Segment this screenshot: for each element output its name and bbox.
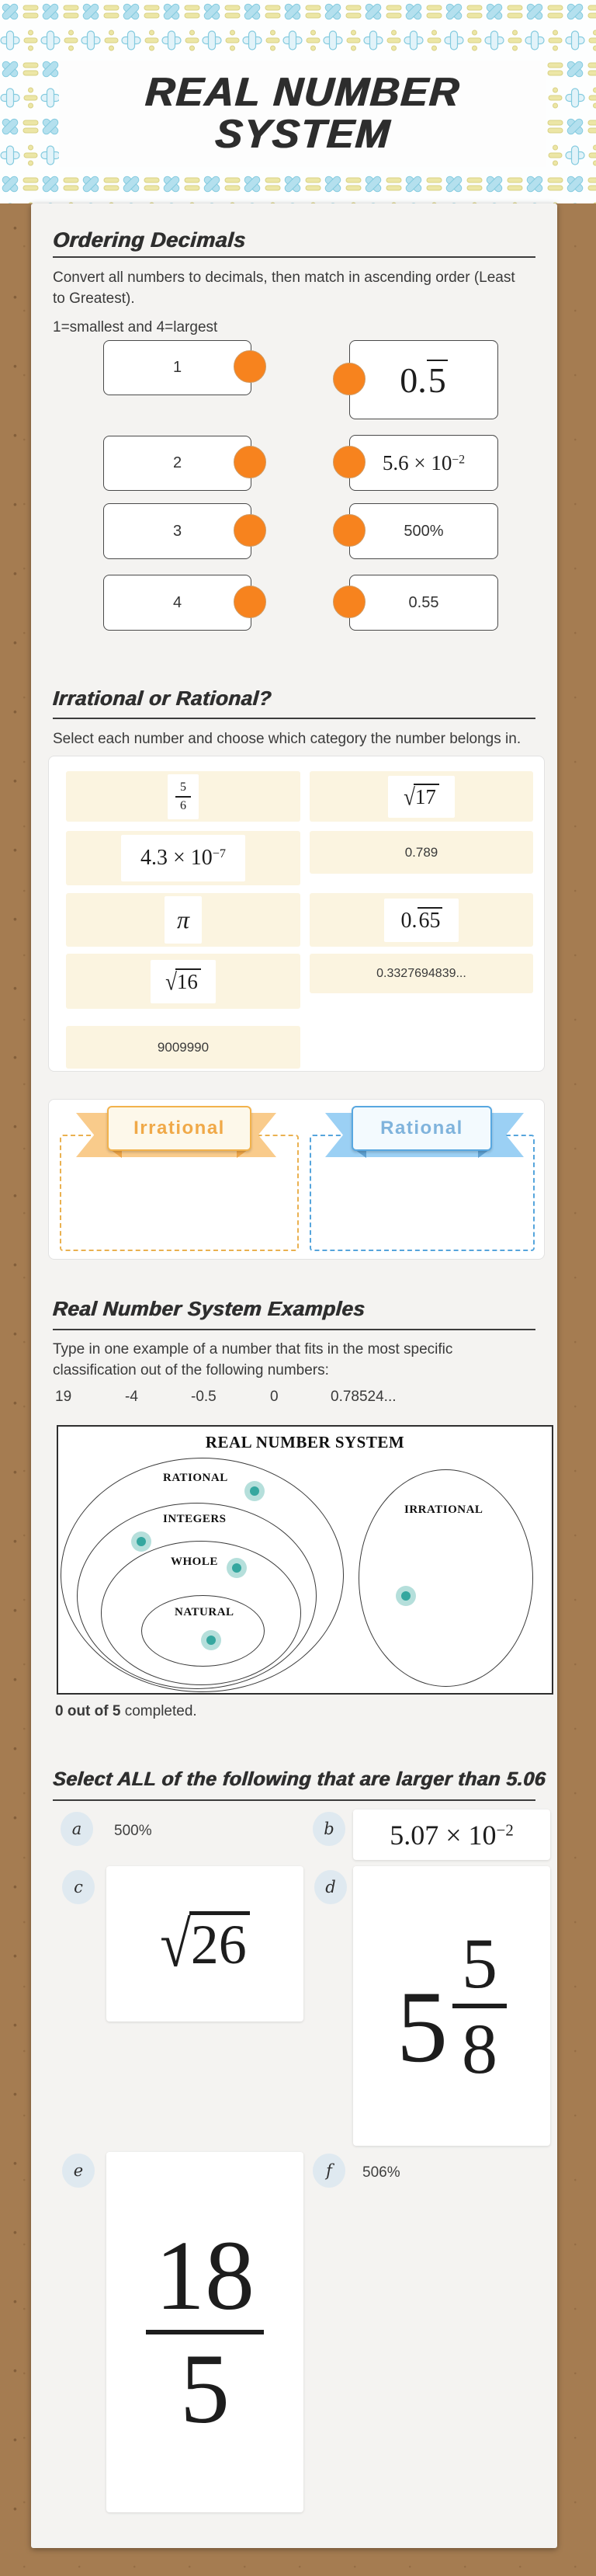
match-box-2[interactable] [349, 435, 498, 491]
venn-label-integers: INTEGERS [163, 1513, 227, 1525]
option-c-letter: c [74, 1878, 83, 1896]
tile-03327[interactable] [310, 954, 533, 993]
worksheet-card [31, 203, 557, 2548]
select-larger-heading: Select ALL of the following that are larger than 5.06 [52, 1768, 546, 1790]
match-handle-rank-4[interactable] [234, 586, 266, 618]
tile-03327-value: 0.3327694839... [376, 966, 466, 980]
option-e-letter: e [73, 2161, 84, 2180]
venn-target-dot-irrational-core [401, 1591, 411, 1601]
venn-target-dot-integers-core [137, 1537, 146, 1546]
page-title-line2: SYSTEM [213, 111, 392, 157]
banner-irrational [107, 1106, 251, 1151]
rank-box-4[interactable] [103, 575, 251, 631]
examples-heading: Real Number System Examples [51, 1297, 366, 1320]
banner-rational-label: Rational [380, 1118, 463, 1139]
tile-065-repeating-math: 0.65 [384, 899, 459, 942]
match-handle-value-3[interactable] [333, 514, 366, 547]
tile-five-sixths-math: $\frac{5}{6}$ [168, 774, 199, 819]
option-e-math: $\frac{18}{5}$ [146, 2226, 264, 2439]
banner-rational [352, 1106, 492, 1151]
match-handle-rank-3[interactable] [234, 514, 266, 547]
option-e-value-box[interactable] [106, 2152, 303, 2512]
tile-sqrt17-math: √17 [388, 776, 455, 818]
option-c-badge[interactable] [62, 1870, 95, 1904]
banner-irrational-label: Irrational [133, 1118, 225, 1139]
tile-sqrt16-math: √16 [151, 960, 216, 1003]
match-box-4-value: 0.55 [408, 593, 439, 611]
match-box-3[interactable] [349, 503, 498, 559]
venn-target-dot-rational-core [250, 1486, 259, 1496]
examples-number-neg4: -4 [125, 1389, 138, 1405]
match-handle-value-2[interactable] [333, 446, 366, 478]
option-b-value-box[interactable] [353, 1809, 550, 1860]
tile-five-sixths[interactable] [66, 771, 300, 822]
venn-label-rational: RATIONAL [163, 1472, 228, 1484]
match-handle-value-1[interactable] [333, 363, 366, 395]
tile-065-repeating[interactable] [310, 893, 533, 947]
ordering-note: 1=smallest and 4=largest [53, 319, 218, 335]
option-d-letter: d [325, 1878, 336, 1896]
venn-target-dot-whole[interactable] [227, 1558, 247, 1578]
examples-number-19: 19 [55, 1389, 72, 1405]
match-handle-value-4[interactable] [333, 586, 366, 618]
tile-pi-math: π [165, 896, 202, 944]
progress-label: completed. [120, 1703, 197, 1719]
option-d-math: 5 $\frac{5}{8}$ [397, 1928, 507, 2084]
venn-target-dot-integers[interactable] [131, 1531, 151, 1552]
classify-heading: Irrational or Rational? [51, 687, 272, 710]
option-a-letter: a [71, 1820, 82, 1838]
venn-label-whole: WHOLE [171, 1556, 218, 1568]
option-c-value-box[interactable] [106, 1866, 303, 2022]
rank-box-2[interactable] [103, 436, 251, 491]
venn-diagram [57, 1425, 553, 1695]
option-f-value[interactable]: 506% [362, 2164, 400, 2181]
select-larger-divider [53, 1799, 535, 1801]
venn-target-dot-natural[interactable] [201, 1630, 221, 1650]
match-handle-rank-1[interactable] [234, 350, 266, 383]
option-f-letter: f [326, 2161, 332, 2180]
tile-sqrt16[interactable] [66, 954, 300, 1009]
venn-title: REAL NUMBER SYSTEM [205, 1433, 405, 1451]
match-box-1-value: 0.5 [400, 360, 446, 400]
tile-4-3e-7[interactable] [66, 831, 300, 885]
tile-0789-value: 0.789 [404, 844, 438, 860]
examples-divider [53, 1329, 535, 1330]
venn-target-dot-rational[interactable] [244, 1481, 265, 1501]
option-d-value-box[interactable] [353, 1866, 550, 2146]
examples-number-0: 0 [270, 1389, 279, 1405]
rank-box-3-label: 3 [172, 522, 182, 540]
match-box-1[interactable] [349, 340, 498, 419]
option-b-letter: b [324, 1820, 334, 1838]
tile-4-3e-7-math: $4.3 \times 10^{-7}$ [121, 835, 245, 881]
examples-instructions: Type in one example of a number that fits in the most specific classification out of the following numbers: [53, 1341, 453, 1378]
option-d-badge[interactable] [314, 1870, 347, 1904]
venn-target-dot-whole-core [232, 1563, 241, 1573]
match-box-3-value: 500% [404, 522, 444, 540]
match-box-2-value: $5.6 \times 10^{-2}$ [382, 450, 466, 475]
rank-box-1-label: 1 [172, 359, 182, 376]
match-box-4[interactable] [349, 575, 498, 631]
page-title-line1: REAL NUMBER [143, 70, 462, 116]
rank-box-1[interactable] [103, 340, 251, 395]
option-b-badge[interactable] [313, 1812, 345, 1846]
venn-ellipse-irrational [359, 1469, 533, 1687]
tile-9009990[interactable] [66, 1026, 300, 1069]
tile-pi[interactable] [66, 893, 300, 947]
venn-label-natural: NATURAL [175, 1606, 234, 1618]
option-c-math: √26 [160, 1911, 250, 1977]
match-handle-rank-2[interactable] [234, 446, 266, 478]
option-b-math: $5.07 \times 10^{-2}$ [390, 1819, 514, 1851]
category-bins-panel [48, 1099, 545, 1260]
examples-number-078524: 0.78524... [331, 1389, 397, 1405]
ordering-instructions: Convert all numbers to decimals, then match in ascending order (Least to Greatest). [53, 269, 515, 307]
option-a-value[interactable]: 500% [114, 1823, 152, 1839]
rank-box-4-label: 4 [172, 593, 182, 611]
rank-box-2-label: 2 [172, 454, 182, 471]
tile-9009990-value: 9009990 [157, 1039, 210, 1055]
venn-target-dot-irrational[interactable] [396, 1586, 416, 1606]
venn-target-dot-natural-core [206, 1636, 216, 1645]
tile-sqrt17[interactable] [310, 771, 533, 822]
option-a-badge[interactable] [61, 1812, 93, 1846]
progress-status [55, 1701, 197, 1722]
progress-count: 0 out of 5 [55, 1703, 121, 1719]
venn-label-irrational: IRRATIONAL [404, 1504, 483, 1516]
examples-number-neg05: -0.5 [191, 1389, 217, 1405]
option-f-badge[interactable] [313, 2154, 345, 2188]
number-tiles-panel [48, 756, 545, 1072]
rank-box-3[interactable] [103, 503, 251, 559]
tile-0789[interactable] [310, 831, 533, 874]
page-title-box [59, 61, 546, 167]
classify-instructions: Select each number and choose which category the number belongs in. [53, 731, 522, 747]
option-e-badge[interactable] [62, 2154, 95, 2188]
ordering-heading: Ordering Decimals [51, 228, 247, 252]
header-pattern [0, 0, 596, 203]
ordering-divider [53, 256, 535, 258]
classify-divider [53, 718, 535, 719]
